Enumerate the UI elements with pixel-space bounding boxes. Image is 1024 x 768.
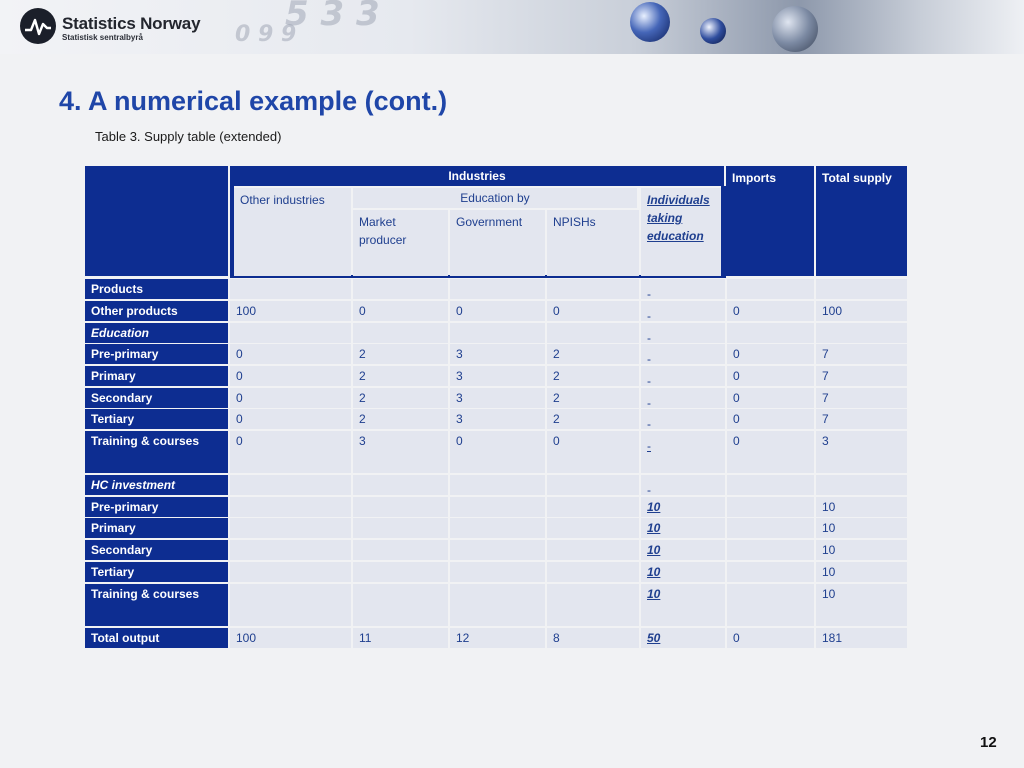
row-label: Education xyxy=(85,323,228,343)
table-cell xyxy=(547,475,639,495)
table-cell xyxy=(230,344,351,364)
cell-value: 181 xyxy=(822,631,843,645)
decorative-digits: 5 3 3 xyxy=(285,0,380,34)
cell-value: 8 xyxy=(553,631,560,645)
table-cell xyxy=(353,497,448,517)
cell-value: 0 xyxy=(456,304,463,318)
cell-value: 0 xyxy=(733,434,740,448)
statistics-norway-logo-icon xyxy=(20,8,56,44)
table-cell xyxy=(450,518,545,538)
cell-value: 10 xyxy=(822,500,836,514)
table-cell xyxy=(727,409,814,429)
decorative-digits: 0 9 9 xyxy=(235,22,297,47)
table-cell xyxy=(353,388,448,408)
table-cell xyxy=(547,323,639,343)
brand-name: Statistics Norway xyxy=(62,14,201,33)
table-cell xyxy=(230,628,351,648)
table-cell xyxy=(816,628,907,648)
table-cell xyxy=(450,301,545,321)
table-cell xyxy=(727,388,814,408)
table-cell xyxy=(727,562,814,582)
cell-value: 2 xyxy=(359,369,366,383)
table-cell xyxy=(727,497,814,517)
table-cell xyxy=(727,279,814,299)
table-cell xyxy=(353,279,448,299)
cell-value: - xyxy=(647,439,651,453)
cell-value: 0 xyxy=(553,434,560,448)
individuals-cell xyxy=(641,431,725,473)
table-cell xyxy=(816,475,907,495)
cell-value: 100 xyxy=(236,631,257,645)
table-cell xyxy=(353,409,448,429)
table-cell xyxy=(450,562,545,582)
cell-value: 0 xyxy=(733,369,740,383)
table-cell xyxy=(727,540,814,560)
cell-value: 3 xyxy=(456,391,463,405)
table-cell xyxy=(230,540,351,560)
individuals-cell xyxy=(641,518,725,538)
table-cell xyxy=(450,431,545,473)
row-label: HC investment xyxy=(85,475,228,495)
table-cell xyxy=(450,279,545,299)
cell-value: 7 xyxy=(822,347,829,361)
table-cell xyxy=(547,388,639,408)
cell-value: - xyxy=(647,374,651,386)
decorative-sphere xyxy=(630,2,670,42)
row-label: Tertiary xyxy=(85,409,228,429)
row-label: Pre-primary xyxy=(85,497,228,517)
header-edge xyxy=(721,186,726,276)
cell-value: 0 xyxy=(553,304,560,318)
individuals-cell xyxy=(641,497,725,517)
corner-header xyxy=(85,166,228,276)
cell-value: 11 xyxy=(359,631,372,645)
cell-value: - xyxy=(647,331,651,343)
table-cell xyxy=(547,518,639,538)
table-cell xyxy=(727,628,814,648)
individuals-cell xyxy=(641,323,725,343)
table-cell xyxy=(230,388,351,408)
table-cell xyxy=(450,540,545,560)
table-cell xyxy=(547,344,639,364)
other-industries-header: Other industries xyxy=(234,188,351,276)
individuals-cell xyxy=(641,279,725,299)
individuals-header-label: Individuals taking education xyxy=(647,193,710,243)
page-title: 4. A numerical example (cont.) xyxy=(59,86,448,116)
cell-value: - xyxy=(647,309,651,321)
row-label: Training & courses xyxy=(85,584,228,626)
cell-value: 10 xyxy=(647,587,661,601)
cell-value: 50 xyxy=(647,631,661,645)
table-cell xyxy=(727,475,814,495)
table-cell xyxy=(727,366,814,386)
table-cell xyxy=(727,344,814,364)
table-cell xyxy=(816,323,907,343)
row-label: Pre-primary xyxy=(85,344,228,364)
row-label: Products xyxy=(85,279,228,299)
cell-value: - xyxy=(647,352,651,364)
table-cell xyxy=(353,475,448,495)
table-cell xyxy=(230,475,351,495)
cell-value: - xyxy=(647,417,651,429)
industries-header: Industries xyxy=(230,166,724,186)
row-label: Training & courses xyxy=(85,431,228,473)
table-cell xyxy=(547,497,639,517)
row-label: Tertiary xyxy=(85,562,228,582)
cell-value: 0 xyxy=(733,631,740,645)
table-cell xyxy=(353,518,448,538)
cell-value: - xyxy=(647,287,651,299)
individuals-header xyxy=(641,188,721,276)
table-cell xyxy=(450,475,545,495)
cell-value: 3 xyxy=(456,369,463,383)
cell-value: 2 xyxy=(359,391,366,405)
table-cell xyxy=(450,344,545,364)
education-by-header: Education by xyxy=(353,188,637,208)
cell-value: 100 xyxy=(236,304,257,318)
table-cell xyxy=(727,584,814,626)
cell-value: 3 xyxy=(456,412,463,426)
individuals-cell xyxy=(641,301,725,321)
table-cell xyxy=(727,518,814,538)
table-cell xyxy=(230,409,351,429)
table-cell xyxy=(450,497,545,517)
individuals-cell xyxy=(641,562,725,582)
table-cell xyxy=(230,518,351,538)
individuals-cell xyxy=(641,475,725,495)
cell-value: - xyxy=(647,483,651,495)
table-cell xyxy=(547,301,639,321)
cell-value: 2 xyxy=(553,347,560,361)
cell-value: 100 xyxy=(822,304,843,318)
table-cell xyxy=(816,497,907,517)
cell-value: 0 xyxy=(236,412,243,426)
header-banner xyxy=(0,0,1024,54)
table-cell xyxy=(450,366,545,386)
cell-value: 10 xyxy=(647,500,661,514)
table-caption: Table 3. Supply table (extended) xyxy=(95,129,282,144)
table-cell xyxy=(353,301,448,321)
imports-header: Imports xyxy=(726,166,814,276)
brand-subtitle: Statistisk sentralbyrå xyxy=(62,33,143,42)
cell-value: 3 xyxy=(822,434,829,448)
government-header: Government xyxy=(450,210,545,276)
cell-value: 10 xyxy=(647,565,661,579)
table-cell xyxy=(353,323,448,343)
table-cell xyxy=(816,584,907,626)
table-cell xyxy=(230,366,351,386)
individuals-cell xyxy=(641,388,725,408)
table-cell xyxy=(450,323,545,343)
table-cell xyxy=(816,431,907,473)
table-cell xyxy=(547,409,639,429)
table-cell xyxy=(816,409,907,429)
row-label: Other products xyxy=(85,301,228,321)
table-cell xyxy=(450,628,545,648)
row-label: Primary xyxy=(85,518,228,538)
table-cell xyxy=(727,431,814,473)
decorative-sphere xyxy=(700,18,726,44)
table-cell xyxy=(727,301,814,321)
table-cell xyxy=(816,366,907,386)
table-cell xyxy=(450,409,545,429)
row-label: Primary xyxy=(85,366,228,386)
cell-value: 0 xyxy=(236,347,243,361)
cell-value: 0 xyxy=(359,304,366,318)
cell-value: 0 xyxy=(733,304,740,318)
table-cell xyxy=(450,388,545,408)
cell-value: 0 xyxy=(236,369,243,383)
row-label: Total output xyxy=(85,628,228,648)
page-number: 12 xyxy=(980,734,997,751)
table-cell xyxy=(230,562,351,582)
cell-value: 2 xyxy=(553,391,560,405)
table-cell xyxy=(816,279,907,299)
cell-value: 2 xyxy=(359,347,366,361)
row-label: Secondary xyxy=(85,540,228,560)
cell-value: 10 xyxy=(822,565,836,579)
table-cell xyxy=(230,431,351,473)
cell-value: 0 xyxy=(456,434,463,448)
table-cell xyxy=(547,279,639,299)
individuals-cell xyxy=(641,584,725,626)
cell-value: 0 xyxy=(733,347,740,361)
table-cell xyxy=(353,366,448,386)
table-cell xyxy=(230,279,351,299)
cell-value: 7 xyxy=(822,412,829,426)
cell-value: 2 xyxy=(359,412,366,426)
cell-value: 0 xyxy=(733,412,740,426)
table-cell xyxy=(353,584,448,626)
cell-value: 12 xyxy=(456,631,470,645)
table-cell xyxy=(727,323,814,343)
cell-value: 0 xyxy=(236,391,243,405)
cell-value: 10 xyxy=(822,521,836,535)
table-cell xyxy=(547,366,639,386)
cell-value: 0 xyxy=(236,434,243,448)
individuals-cell xyxy=(641,540,725,560)
table-cell xyxy=(816,344,907,364)
cell-value: 10 xyxy=(822,543,836,557)
cell-value: 0 xyxy=(733,391,740,405)
row-label: Secondary xyxy=(85,388,228,408)
individuals-cell xyxy=(641,409,725,429)
table-cell xyxy=(353,431,448,473)
table-cell xyxy=(816,562,907,582)
cell-value: 3 xyxy=(359,434,366,448)
cell-value: 7 xyxy=(822,369,829,383)
individuals-cell xyxy=(641,344,725,364)
table-cell xyxy=(547,562,639,582)
table-cell xyxy=(353,628,448,648)
cell-value: 3 xyxy=(456,347,463,361)
table-cell xyxy=(353,562,448,582)
table-cell xyxy=(547,431,639,473)
decorative-sphere xyxy=(772,6,818,52)
cell-value: 10 xyxy=(647,543,661,557)
cell-value: - xyxy=(647,396,651,408)
table-cell xyxy=(816,388,907,408)
cell-value: 10 xyxy=(647,521,661,535)
individuals-cell xyxy=(641,628,725,648)
table-cell xyxy=(230,584,351,626)
npishs-header: NPISHs xyxy=(547,210,639,276)
individuals-cell xyxy=(641,366,725,386)
table-cell xyxy=(816,518,907,538)
table-cell xyxy=(230,301,351,321)
table-cell xyxy=(547,540,639,560)
table-cell xyxy=(450,584,545,626)
table-cell xyxy=(230,323,351,343)
table-cell xyxy=(353,344,448,364)
cell-value: 10 xyxy=(822,587,836,601)
supply-table xyxy=(85,166,907,649)
total-supply-header: Total supply xyxy=(816,166,907,276)
table-cell xyxy=(816,540,907,560)
market-producer-header: Market producer xyxy=(353,210,448,276)
cell-value: 2 xyxy=(553,369,560,383)
table-cell xyxy=(230,497,351,517)
table-cell xyxy=(353,540,448,560)
cell-value: 7 xyxy=(822,391,829,405)
table-cell xyxy=(816,301,907,321)
cell-value: 2 xyxy=(553,412,560,426)
table-cell xyxy=(547,628,639,648)
table-cell xyxy=(547,584,639,626)
